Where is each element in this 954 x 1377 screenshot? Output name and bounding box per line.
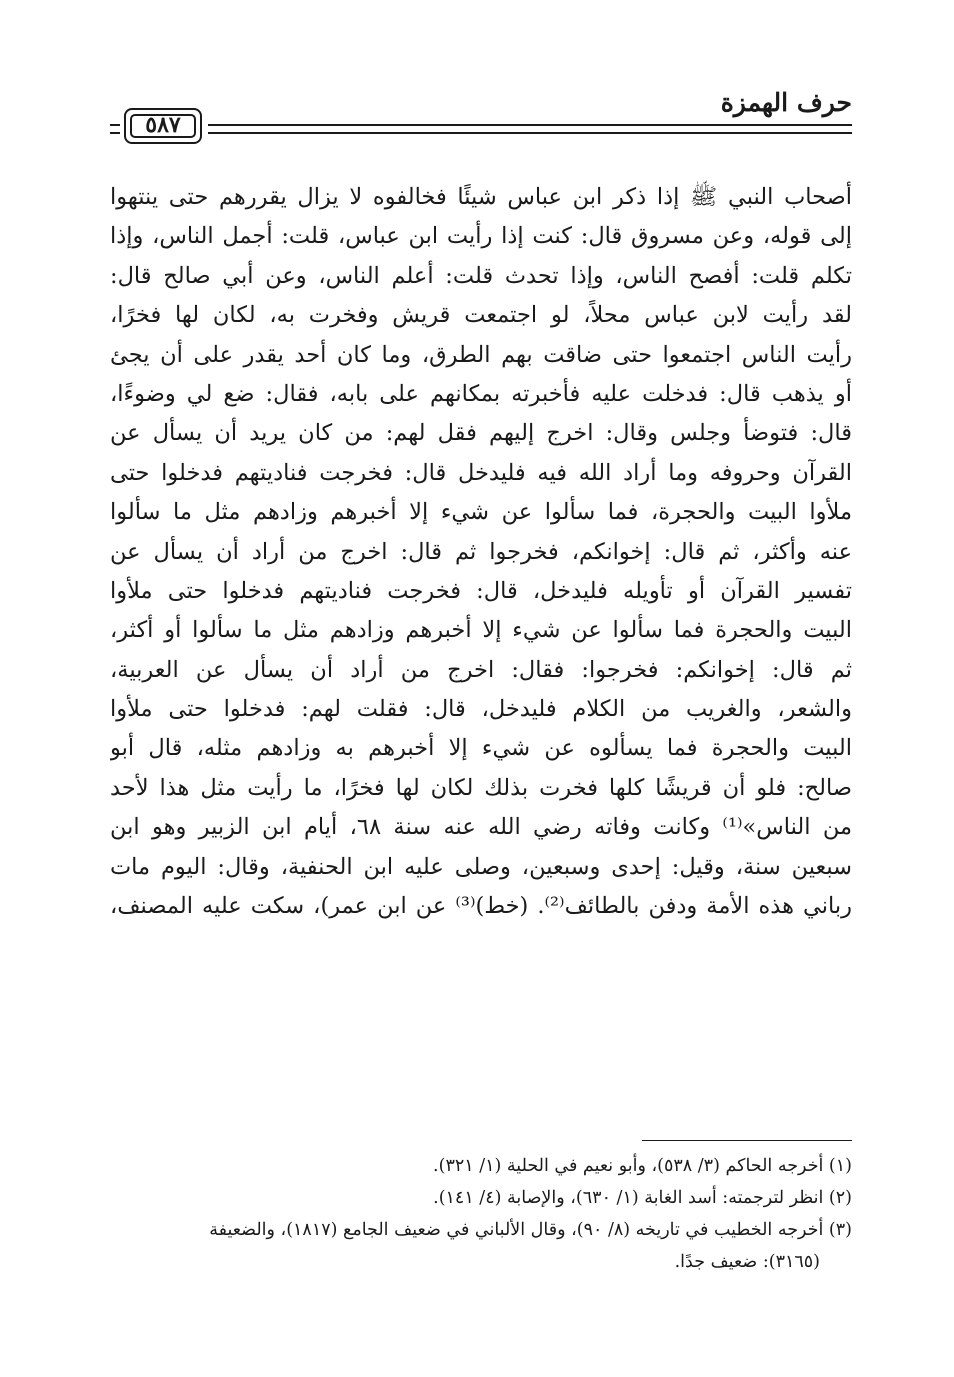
text-line: قال: فتوضأ وجلس وقال: اخرج إليهم فقل لهم: من كان يريد أن يسأل عن <box>110 420 852 447</box>
page-number: ٥٨٧ <box>145 112 181 138</box>
header-left-rule <box>110 124 120 134</box>
text-line: البيت والحجرة فما يسألوه عن شيء إلا أخبرهم به وزادهم مثله، قال أبو <box>110 735 852 762</box>
main-text <box>110 178 852 926</box>
text-line: رباني هذه الأمة ودفن بالطائف⁽²⁾. (خط)⁽³⁾ عن ابن عمر)، سكت عليه المصنف، <box>110 893 852 920</box>
footnote-separator <box>642 1140 852 1141</box>
text-line: إلى قوله، وعن مسروق قال: كنت إذا رأيت ابن عباس، قلت: أجمل الناس، وإذا <box>110 223 852 250</box>
text-line: لقد رأيت لابن عباس محلاً، لو اجتمعت قريش وفخرت به، لكان لها فخرًا، <box>110 302 852 329</box>
header-double-rule <box>208 124 852 134</box>
text-line: البيت والحجرة فما سألوا عن شيء إلا أخبرهم وزادهم مثل ما سألوا أو أكثر، <box>110 617 852 644</box>
text-line: أصحاب النبي ﷺ إذا ذكر ابن عباس شيئًا فخالفوه لا يزال يقررهم حتى ينتهوا <box>110 184 852 210</box>
text-line: سبعين سنة، وقيل: إحدى وسبعين، وصلى عليه ابن الحنفية، وقال: اليوم مات <box>110 853 852 880</box>
text-line: رأيت الناس اجتمعوا حتى ضاقت بهم الطرق، وما كان أحد يقدر على أن يجئ <box>110 341 852 368</box>
footnote-1: (١) أخرجه الحاكم (٣/ ٥٣٨)، وأبو نعيم في الحلية (١/ ٣٢١). <box>433 1156 852 1176</box>
chapter-title: حرف الهمزة <box>720 88 852 117</box>
footnote-3: (٣) أخرجه الخطيب في تاريخه (٨/ ٩٠)، وقال الألباني في ضعيف الجامع (١٨١٧)، والضعيفة <box>209 1220 852 1240</box>
text-line: تفسير القرآن أو تأويله فليدخل، قال: فخرجت فناديتهم فدخلوا حتى ملأوا <box>110 577 852 604</box>
page-header <box>110 82 852 152</box>
text-line: القرآن وحروفه وما أراد الله فيه فليدخل قال: فخرجت فناديتهم فدخلوا حتى <box>110 459 852 486</box>
text-line: ملأوا البيت والحجرة، فما سألوا عن شيء إلا أخبرهم وزادهم مثل ما سألوا <box>110 499 852 526</box>
text-line: عنه وأكثر، ثم قال: إخوانكم، فخرجوا ثم قال: اخرج من أراد أن يسأل عن <box>110 538 852 565</box>
text-line: ثم قال: إخوانكم: فخرجوا: فقال: اخرج من أراد أن يسأل عن العربية، <box>110 656 852 683</box>
text-line: تكلم قلت: أفصح الناس، وإذا تحدث قلت: أعلم الناس، وعن أبي صالح قال: <box>110 262 852 289</box>
text-line: من الناس»⁽¹⁾ وكانت وفاته رضي الله عنه سنة ٦٨، أيام ابن الزبير وهو ابن <box>110 814 852 841</box>
text-line: صالح: فلو أن قريشًا كلها فخرت بذلك لكان لها فخرًا، ما رأيت مثل هذا لأحد <box>110 774 852 801</box>
footnote-2: (٢) انظر لترجمته: أسد الغابة (١/ ٦٣٠)، والإصابة (٤/ ١٤١). <box>433 1188 852 1208</box>
text-line: والشعر، والغريب من الكلام فليدخل، قال: فقلت لهم: فدخلوا حتى ملأوا <box>110 696 852 723</box>
footnote-3-continuation: (٣١٦٥): ضعيف جدًا. <box>674 1252 820 1272</box>
page-number-frame <box>124 108 202 144</box>
footnotes <box>110 1150 852 1278</box>
text-line: أو يذهب قال: فدخلت عليه فأخبرته بمكانهم على بابه، فقال: ضع لي وضوءًا، <box>110 380 852 407</box>
